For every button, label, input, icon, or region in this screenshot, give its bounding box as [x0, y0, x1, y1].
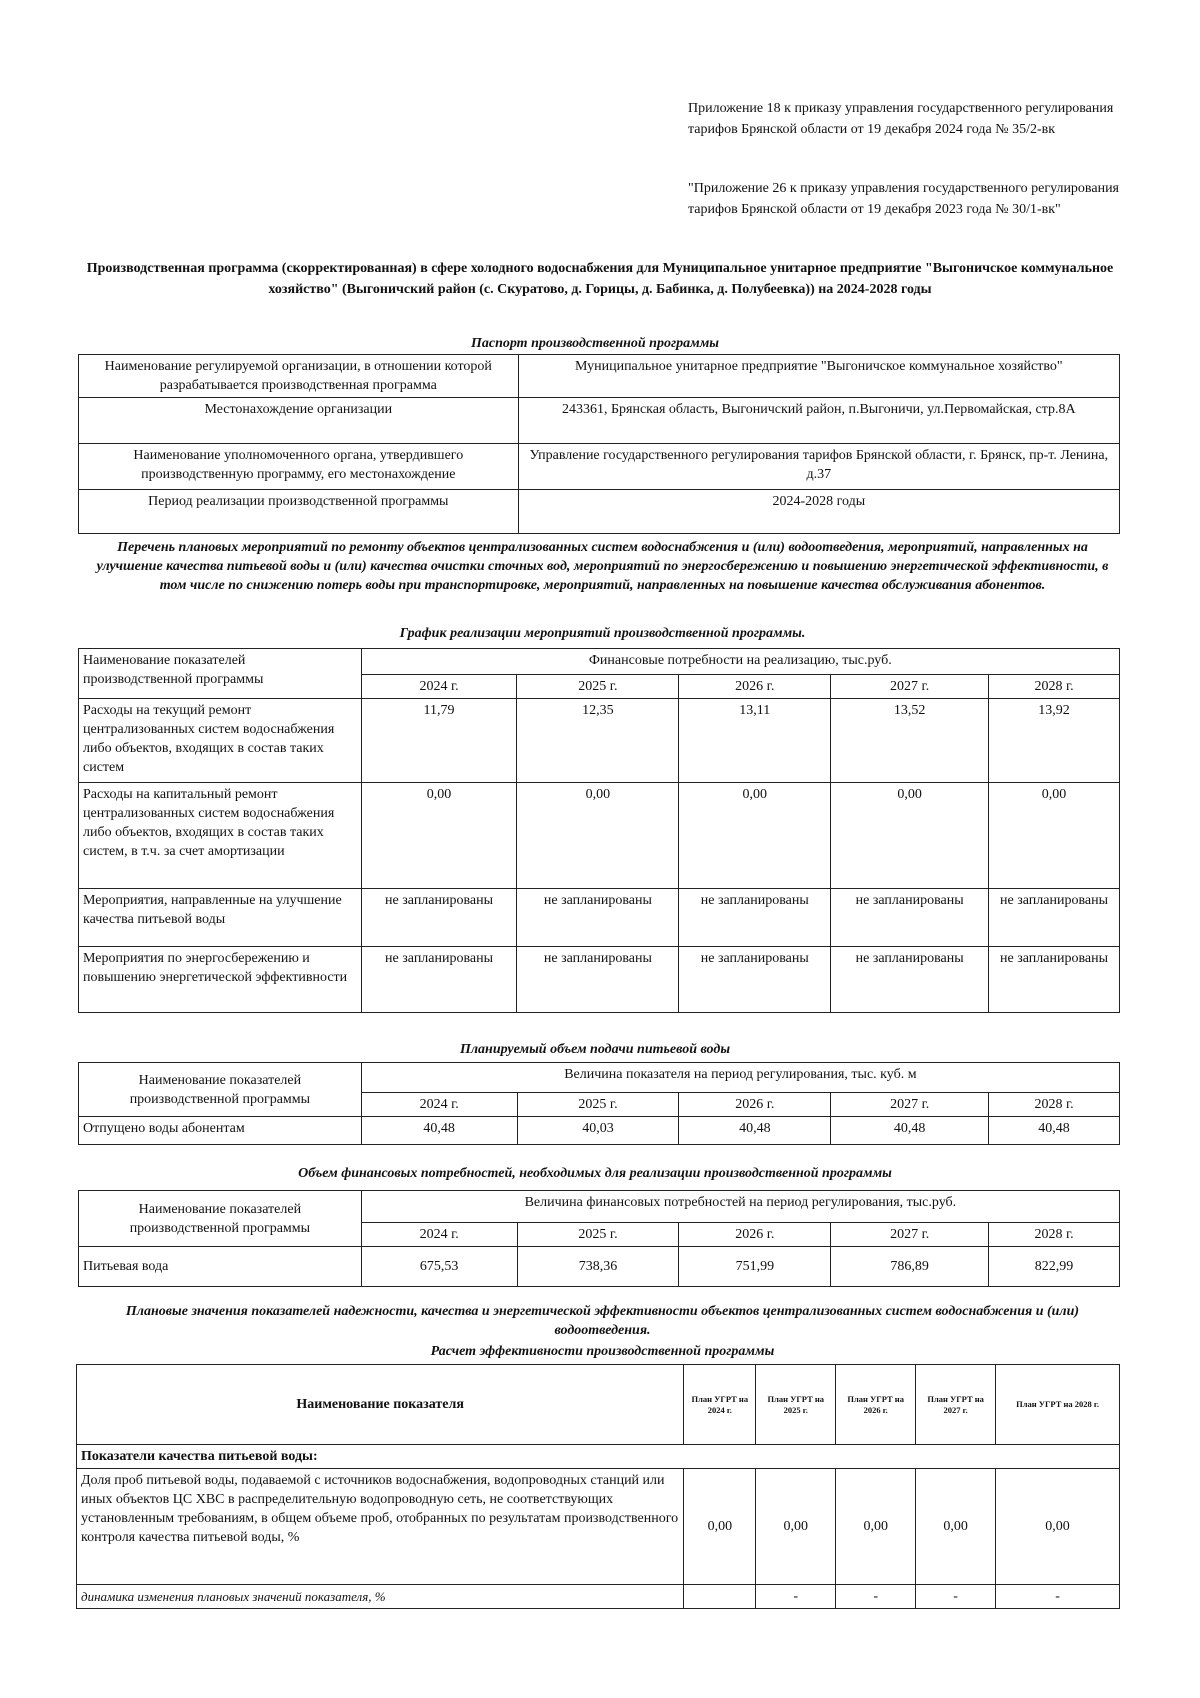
- year-header: 2026 г.: [679, 675, 831, 699]
- row-name: Мероприятия, направленные на улучшение качества питьевой воды: [79, 889, 362, 947]
- cell-value: 0,00: [996, 1469, 1120, 1585]
- cell-value: не запланированы: [361, 947, 517, 1013]
- row-name: динамика изменения плановых значений показателя, %: [77, 1585, 684, 1609]
- table-row: [79, 947, 1120, 1013]
- cell-value: 0,00: [679, 783, 831, 889]
- cell-value: 751,99: [679, 1247, 831, 1287]
- year-header: 2025 г.: [517, 1093, 679, 1117]
- cell-value: -: [836, 1585, 916, 1609]
- table-row: [79, 1117, 1120, 1145]
- volume-table: [78, 1062, 1120, 1145]
- cell-value: 822,99: [989, 1247, 1120, 1287]
- cell-value: не запланированы: [831, 947, 989, 1013]
- year-header: 2028 г.: [989, 675, 1120, 699]
- cell-value: 0,00: [989, 783, 1120, 889]
- cell-value: не запланированы: [679, 889, 831, 947]
- appendix-note-1: Приложение 18 к приказу управления государственного регулирования тарифов Брянской области от 19 декабря 2024 года № 35/2-вк: [688, 101, 1114, 137]
- passport-value: 2024-2028 годы: [518, 490, 1119, 534]
- cell-value: 40,48: [831, 1117, 989, 1145]
- table-row: [79, 398, 1120, 444]
- plan-header: План УГРТ на 2025 г.: [756, 1365, 836, 1445]
- cell-value: не запланированы: [517, 889, 679, 947]
- cell-value: 40,48: [679, 1117, 831, 1145]
- table-row: [77, 1365, 1120, 1445]
- cell-value: не запланированы: [517, 947, 679, 1013]
- table-row: [79, 783, 1120, 889]
- cell-value: 675,53: [361, 1247, 517, 1287]
- measures-schedule-caption: График реализации мероприятий производственной программы.: [399, 626, 806, 641]
- appendix-note-2: "Приложение 26 к приказу управления государственного регулирования тарифов Брянской области от 19 декабря 2023 года № 30/1-вк": [688, 181, 1119, 217]
- column-header-name: Наименование показателей производственной программы: [79, 1191, 362, 1247]
- cell-value: не запланированы: [361, 889, 517, 947]
- table-row: [77, 1585, 1120, 1609]
- cell-value: -: [756, 1585, 836, 1609]
- cell-value: 0,00: [684, 1469, 756, 1585]
- table-row: [79, 444, 1120, 490]
- table-row: [79, 1191, 1120, 1223]
- passport-value: Управление государственного регулирования тарифов Брянской области, г. Брянск, пр-т. Ленина, д.37: [518, 444, 1119, 490]
- column-header-name: Наименование показателей производственной программы: [79, 649, 362, 699]
- row-name: Отпущено воды абонентам: [79, 1117, 362, 1145]
- year-header: 2024 г.: [361, 1223, 517, 1247]
- row-name: Мероприятия по энергосбережению и повышению энергетической эффективности: [79, 947, 362, 1013]
- passport-label: Наименование уполномоченного органа, утвердившего производственную программу, его местонахождение: [79, 444, 519, 490]
- cell-value: не запланированы: [831, 889, 989, 947]
- cell-value: 13,92: [989, 699, 1120, 783]
- table-row: [79, 490, 1120, 534]
- cell-value: 40,03: [517, 1117, 679, 1145]
- column-group-header: Величина финансовых потребностей на период регулирования, тыс.руб.: [361, 1191, 1119, 1223]
- cell-value: 13,52: [831, 699, 989, 783]
- table-row: [79, 355, 1120, 398]
- column-header-name: Наименование показателей производственной программы: [79, 1063, 362, 1117]
- cell-value: 11,79: [361, 699, 517, 783]
- table-row: [79, 1063, 1120, 1093]
- year-header: 2024 г.: [361, 675, 517, 699]
- measures-caption: Перечень плановых мероприятий по ремонту объектов централизованных систем водоснабжения и (или) водоотведения, мероприятий, направленных на улучшение качества питьевой воды и (или) качества очистки сточных вод, мероприятий по энергосбережению и повышению энергетической эффективности, в том числе по снижению потерь воды при транспортировке, мероприятий, направленных на повышение качества обслуживания абонентов.: [96, 540, 1109, 593]
- year-header: 2026 г.: [679, 1223, 831, 1247]
- cell-value: 0,00: [517, 783, 679, 889]
- indicators-caption: Плановые значения показателей надежности, качества и энергетической эффективности объектов централизованных систем водоснабжения и (или) водоотведения.: [125, 1304, 1080, 1338]
- passport-value: Муниципальное унитарное предприятие "Выгоничское коммунальное хозяйство": [518, 355, 1119, 398]
- passport-table: [78, 354, 1120, 534]
- cell-value: 738,36: [517, 1247, 679, 1287]
- row-name: Расходы на капитальный ремонт централизованных систем водоснабжения либо объектов, входящих в состав таких систем, в т.ч. за счет амортизации: [79, 783, 362, 889]
- cell-value: 786,89: [831, 1247, 989, 1287]
- passport-value: 243361, Брянская область, Выгоничский район, п.Выгоничи, ул.Первомайская, стр.8А: [518, 398, 1119, 444]
- cell-value: -: [916, 1585, 996, 1609]
- plan-header: План УГРТ на 2026 г.: [836, 1365, 916, 1445]
- cell-value: 0,00: [361, 783, 517, 889]
- cell-value: не запланированы: [679, 947, 831, 1013]
- finance-table: [78, 1190, 1120, 1287]
- measures-table: [78, 648, 1120, 1013]
- year-header: 2028 г.: [989, 1093, 1120, 1117]
- column-group-header: Финансовые потребности на реализацию, тыс.руб.: [361, 649, 1119, 675]
- cell-value: 40,48: [989, 1117, 1120, 1145]
- table-row: [79, 649, 1120, 675]
- cell-value: [684, 1585, 756, 1609]
- plan-header: План УГРТ на 2028 г.: [996, 1365, 1120, 1445]
- year-header: 2027 г.: [831, 675, 989, 699]
- table-row: [79, 889, 1120, 947]
- passport-label: Местонахождение организации: [79, 398, 519, 444]
- cell-value: 12,35: [517, 699, 679, 783]
- cell-value: не запланированы: [989, 947, 1120, 1013]
- efficiency-caption: Расчет эффективности производственной программы: [430, 1344, 775, 1359]
- volume-caption: Планируемый объем подачи питьевой воды: [459, 1042, 731, 1057]
- year-header: 2024 г.: [361, 1093, 517, 1117]
- year-header: 2025 г.: [517, 1223, 679, 1247]
- section-header: Показатели качества питьевой воды:: [77, 1445, 1120, 1469]
- cell-value: -: [996, 1585, 1120, 1609]
- passport-label: Период реализации производственной программы: [79, 490, 519, 534]
- passport-caption: Паспорт производственной программы: [470, 336, 720, 351]
- table-row: [79, 699, 1120, 783]
- plan-header: План УГРТ на 2027 г.: [916, 1365, 996, 1445]
- cell-value: не запланированы: [989, 889, 1120, 947]
- cell-value: 0,00: [831, 783, 989, 889]
- cell-value: 0,00: [756, 1469, 836, 1585]
- table-row: [79, 1247, 1120, 1287]
- column-header-name: Наименование показателя: [77, 1365, 684, 1445]
- plan-header: План УГРТ на 2024 г.: [684, 1365, 756, 1445]
- cell-value: 0,00: [916, 1469, 996, 1585]
- column-group-header: Величина показателя на период регулирования, тыс. куб. м: [361, 1063, 1119, 1093]
- finance-caption: Объем финансовых потребностей, необходимых для реализации производственной программы: [298, 1166, 892, 1181]
- indicators-table: [76, 1364, 1120, 1609]
- row-name: Питьевая вода: [79, 1247, 362, 1287]
- passport-label: Наименование регулируемой организации, в отношении которой разрабатывается производственная программа: [79, 355, 519, 398]
- year-header: 2025 г.: [517, 675, 679, 699]
- row-name: Доля проб питьевой воды, подаваемой с источников водоснабжения, водопроводных станций или иных объектов ЦС ХВС в распределительную водопроводную сеть, не соответствующих установленным требованиям, в общем объеме проб, отобранных по результатам производственного контроля качества питьевой воды, %: [77, 1469, 684, 1585]
- cell-value: 13,11: [679, 699, 831, 783]
- table-row: [77, 1469, 1120, 1585]
- row-name: Расходы на текущий ремонт централизованных систем водоснабжения либо объектов, входящих в состав таких систем: [79, 699, 362, 783]
- cell-value: 40,48: [361, 1117, 517, 1145]
- table-row: [77, 1445, 1120, 1469]
- year-header: 2026 г.: [679, 1093, 831, 1117]
- cell-value: 0,00: [836, 1469, 916, 1585]
- document-title: Производственная программа (скорректированная) в сфере холодного водоснабжения для Муниципальное унитарное предприятие "Выгоничское коммунальное хозяйство" (Выгоничский район (с. Скуратово, д. Горицы, д. Бабинка, д. Полубеевка)) на 2024-2028 годы: [86, 261, 1114, 297]
- year-header: 2027 г.: [831, 1223, 989, 1247]
- year-header: 2027 г.: [831, 1093, 989, 1117]
- year-header: 2028 г.: [989, 1223, 1120, 1247]
